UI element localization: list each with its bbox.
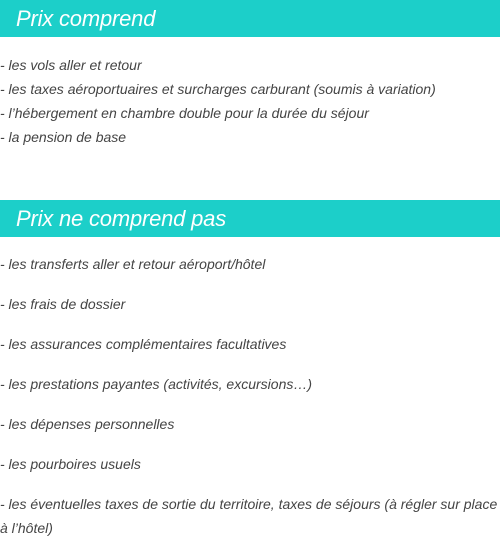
- included-list: [0, 53, 500, 149]
- list-item: - les taxes aéroportuaires et surcharges carburant (soumis à variation): [0, 81, 436, 97]
- list-item: - les assurances complémentaires facultatives: [0, 336, 287, 352]
- list-item: - les pourboires usuels: [0, 456, 141, 472]
- list-item: - les dépenses personnelles: [0, 416, 175, 432]
- list-item: - les transferts aller et retour aéroport/hôtel: [0, 256, 266, 272]
- included-title: Prix comprend: [16, 6, 156, 31]
- list-item: - les frais de dossier: [0, 296, 126, 312]
- list-item: - l’hébergement en chambre double pour la durée du séjour: [0, 105, 369, 121]
- list-item: - la pension de base: [0, 129, 127, 145]
- list-item: - les vols aller et retour: [0, 57, 142, 73]
- excluded-section-header: [0, 200, 500, 237]
- excluded-title: Prix ne comprend pas: [16, 206, 226, 231]
- list-item: - les prestations payantes (activités, excursions…): [0, 376, 313, 392]
- excluded-list: [0, 252, 500, 540]
- list-item: - les éventuelles taxes de sortie du territoire, taxes de séjours (à régler sur place à l’hôtel): [0, 496, 498, 536]
- included-section-header: [0, 0, 500, 37]
